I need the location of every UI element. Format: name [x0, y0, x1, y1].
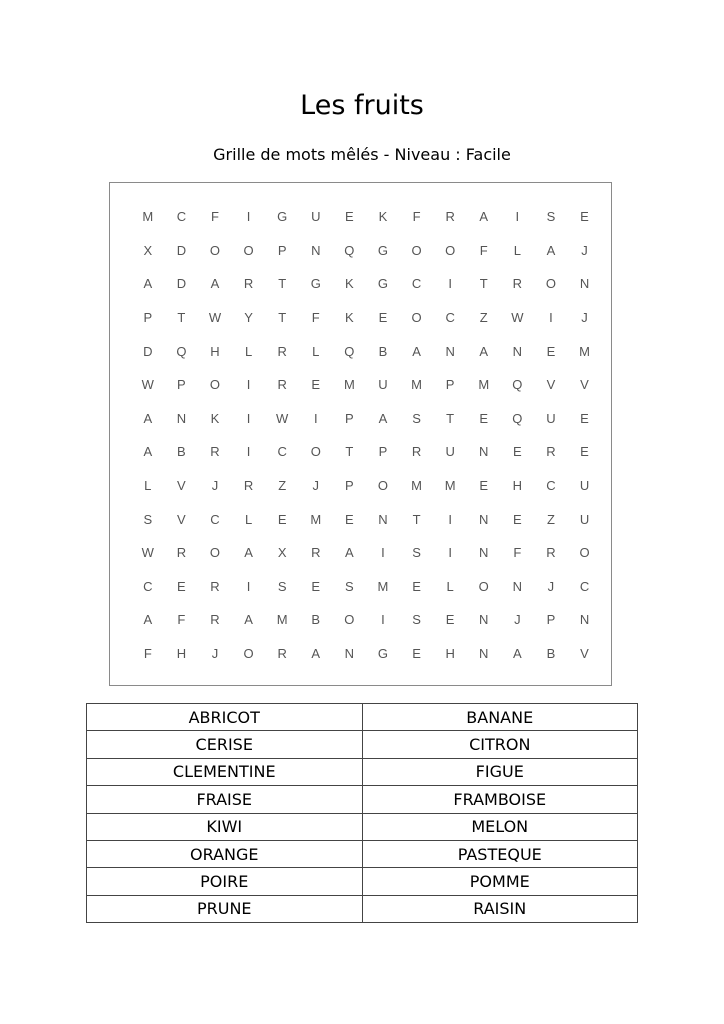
- grid-letter: O: [243, 646, 254, 662]
- grid-letter: M: [579, 343, 590, 359]
- grid-letter: E: [277, 511, 287, 527]
- word-list-item: ORANGE: [87, 840, 363, 867]
- grid-letter: J: [514, 612, 521, 628]
- grid-letter: X: [143, 242, 153, 258]
- word-list-item: POMME: [362, 868, 638, 895]
- word-list-item: PRUNE: [87, 895, 363, 922]
- word-list-item: CERISE: [87, 731, 363, 758]
- grid-letter: D: [143, 343, 153, 359]
- grid-letter: C: [546, 478, 556, 494]
- grid-letter: T: [446, 410, 455, 426]
- grid-letter: P: [277, 242, 287, 258]
- grid-letter: W: [208, 310, 222, 326]
- grid-letter: E: [378, 310, 388, 326]
- grid-letter: X: [277, 545, 287, 561]
- grid-letter: O: [411, 242, 422, 258]
- grid-letter: P: [177, 377, 186, 393]
- grid-letter: Q: [512, 377, 523, 393]
- grid-letter: W: [276, 410, 289, 426]
- grid-letter: A: [378, 410, 388, 426]
- grid-letter: S: [345, 578, 354, 594]
- grid-row: [131, 402, 601, 436]
- grid-letter: H: [176, 646, 187, 662]
- grid-letter: M: [276, 612, 288, 628]
- grid-row: [131, 637, 601, 671]
- grid-letter: E: [177, 578, 186, 594]
- grid-letter: I: [246, 377, 251, 393]
- grid-letter: Q: [512, 410, 523, 426]
- grid-letter: K: [210, 410, 220, 426]
- grid-letter: U: [546, 410, 556, 426]
- grid-letter: C: [210, 511, 220, 527]
- grid-table: [131, 200, 601, 670]
- grid-letter: L: [312, 343, 320, 359]
- word-list-item: MELON: [362, 813, 638, 840]
- grid-letter: I: [448, 511, 452, 527]
- grid-letter: O: [310, 444, 321, 460]
- grid-letter: O: [209, 377, 221, 393]
- grid-letter: N: [479, 511, 489, 527]
- grid-letter: I: [515, 209, 520, 225]
- grid-letter: B: [546, 646, 556, 662]
- grid-letter: V: [580, 646, 589, 662]
- grid-letter: T: [278, 276, 287, 292]
- grid-letter: N: [479, 612, 489, 628]
- grid-letter: R: [411, 444, 422, 460]
- grid-letter: N: [579, 276, 590, 292]
- grid-letter: O: [344, 612, 355, 628]
- grid-row: [131, 603, 601, 637]
- grid-letter: N: [311, 242, 321, 258]
- grid-letter: E: [580, 410, 589, 426]
- grid-letter: J: [211, 478, 219, 494]
- grid-letter: O: [209, 545, 221, 561]
- grid-letter: J: [581, 242, 588, 258]
- grid-row: [131, 570, 601, 604]
- grid-letter: I: [246, 410, 251, 426]
- grid-letter: E: [445, 612, 455, 628]
- grid-letter: E: [479, 478, 489, 494]
- grid-letter: F: [143, 646, 152, 662]
- grid-letter: N: [344, 646, 355, 662]
- grid-letter: I: [381, 612, 385, 628]
- grid-letter: N: [479, 444, 489, 460]
- grid-letter: B: [311, 612, 321, 628]
- grid-letter: H: [210, 343, 220, 359]
- grid-letter: S: [412, 410, 421, 426]
- grid-row: [131, 267, 601, 301]
- grid-letter: A: [210, 276, 220, 292]
- grid-letter: K: [378, 209, 388, 225]
- grid-letter: E: [512, 444, 522, 460]
- word-list-row: [87, 868, 638, 895]
- grid-letter: I: [246, 444, 251, 460]
- grid-letter: R: [277, 343, 287, 359]
- grid-letter: R: [512, 276, 523, 292]
- grid-letter: R: [546, 545, 556, 561]
- grid-letter: A: [512, 646, 522, 662]
- grid-letter: C: [277, 444, 287, 460]
- grid-letter: P: [445, 377, 455, 393]
- grid-row: [131, 502, 601, 536]
- grid-letter: M: [377, 578, 389, 594]
- grid-letter: E: [311, 578, 321, 594]
- grid-letter: O: [411, 310, 422, 326]
- word-list-row: [87, 840, 638, 867]
- grid-letter: O: [209, 242, 221, 258]
- grid-letter: N: [479, 545, 489, 561]
- grid-letter: Q: [176, 343, 187, 359]
- grid-letter: T: [177, 310, 186, 326]
- grid-row: [131, 536, 601, 570]
- grid-letter: E: [345, 511, 354, 527]
- word-list-item: BANANE: [362, 704, 638, 731]
- grid-letter: N: [579, 612, 590, 628]
- grid-letter: A: [143, 410, 153, 426]
- grid-letter: L: [144, 478, 152, 494]
- word-list-item: KIWI: [87, 813, 363, 840]
- page-subtitle: Grille de mots mêlés - Niveau : Facile: [213, 145, 511, 164]
- grid-letter: G: [310, 276, 321, 292]
- grid-letter: U: [378, 377, 388, 393]
- grid-letter: A: [143, 444, 153, 460]
- grid-letter: M: [444, 478, 456, 494]
- grid-letter: R: [243, 478, 254, 494]
- grid-letter: C: [445, 310, 455, 326]
- word-list-row: [87, 704, 638, 731]
- grid-letter: J: [547, 578, 555, 594]
- grid-letter: J: [581, 310, 588, 326]
- word-search-grid: [109, 182, 612, 686]
- grid-letter: G: [277, 209, 288, 225]
- grid-letter: I: [381, 545, 385, 561]
- grid-letter: R: [277, 646, 287, 662]
- grid-letter: E: [479, 410, 489, 426]
- grid-letter: I: [448, 545, 452, 561]
- grid-letter: E: [311, 377, 321, 393]
- grid-letter: B: [177, 444, 186, 460]
- grid-letter: A: [479, 209, 489, 225]
- grid-letter: W: [141, 377, 154, 393]
- grid-letter: O: [377, 478, 389, 494]
- grid-letter: R: [210, 578, 220, 594]
- grid-letter: E: [345, 209, 354, 225]
- grid-letter: M: [142, 209, 154, 225]
- grid-letter: C: [176, 209, 187, 225]
- grid-letter: L: [513, 242, 521, 258]
- grid-letter: P: [345, 478, 354, 494]
- grid-letter: P: [546, 612, 556, 628]
- grid-letter: A: [311, 646, 321, 662]
- grid-letter: O: [445, 242, 456, 258]
- grid-letter: U: [579, 511, 590, 527]
- grid-letter: P: [378, 444, 388, 460]
- grid-letter: L: [446, 578, 454, 594]
- grid-letter: F: [211, 209, 219, 225]
- grid-row: [131, 435, 601, 469]
- grid-letter: F: [513, 545, 522, 561]
- grid-letter: A: [143, 276, 153, 292]
- grid-letter: I: [549, 310, 553, 326]
- grid-letter: P: [345, 410, 354, 426]
- grid-letter: N: [176, 410, 187, 426]
- grid-letter: T: [345, 444, 354, 460]
- grid-row: [131, 469, 601, 503]
- grid-letter: C: [579, 578, 590, 594]
- grid-letter: M: [411, 478, 422, 494]
- grid-row: [131, 234, 601, 268]
- grid-row: [131, 368, 601, 402]
- grid-letter: O: [478, 578, 489, 594]
- grid-letter: N: [512, 578, 523, 594]
- grid-letter: G: [377, 276, 389, 292]
- grid-letter: C: [143, 578, 153, 594]
- grid-letter: I: [246, 578, 251, 594]
- grid-letter: T: [278, 310, 287, 326]
- grid-letter: M: [478, 377, 490, 393]
- grid-letter: A: [546, 242, 556, 258]
- grid-letter: Z: [278, 478, 287, 494]
- grid-letter: U: [311, 209, 321, 225]
- grid-letter: U: [579, 478, 590, 494]
- grid-letter: R: [311, 545, 321, 561]
- grid-letter: V: [177, 511, 186, 527]
- grid-letter: W: [141, 545, 154, 561]
- grid-letter: A: [244, 545, 253, 561]
- grid-letter: R: [210, 612, 220, 628]
- word-list-item: CITRON: [362, 731, 638, 758]
- grid-letter: H: [512, 478, 523, 494]
- grid-letter: A: [244, 612, 253, 628]
- grid-letter: R: [277, 377, 287, 393]
- grid-letter: T: [479, 276, 488, 292]
- grid-letter: K: [345, 276, 354, 292]
- grid-letter: Z: [479, 310, 488, 326]
- grid-letter: I: [313, 410, 318, 426]
- grid-letter: E: [412, 578, 421, 594]
- grid-letter: O: [243, 242, 254, 258]
- word-list-item: ABRICOT: [87, 704, 363, 731]
- grid-letter: N: [479, 646, 489, 662]
- word-list-item: CLEMENTINE: [87, 758, 363, 785]
- grid-row: [131, 301, 601, 335]
- grid-letter: Z: [546, 511, 555, 527]
- grid-letter: H: [445, 646, 455, 662]
- grid-letter: A: [412, 343, 421, 359]
- word-list-row: [87, 758, 638, 785]
- grid-letter: R: [243, 276, 254, 292]
- word-list-table: [86, 703, 638, 923]
- grid-letter: V: [580, 377, 589, 393]
- word-list-item: FRAMBOISE: [362, 786, 638, 813]
- grid-letter: O: [545, 276, 556, 292]
- grid-letter: R: [546, 444, 556, 460]
- grid-letter: F: [412, 209, 421, 225]
- grid-letter: G: [377, 646, 389, 662]
- word-list-item: FIGUE: [362, 758, 638, 785]
- grid-letter: W: [511, 310, 524, 326]
- grid-letter: Q: [344, 343, 355, 359]
- grid-letter: J: [211, 646, 219, 662]
- grid-letter: Y: [244, 310, 253, 326]
- grid-letter: E: [412, 646, 421, 662]
- grid-letter: V: [177, 478, 186, 494]
- grid-letter: A: [143, 612, 153, 628]
- word-list-row: [87, 895, 638, 922]
- grid-letter: A: [479, 343, 489, 359]
- grid-letter: D: [176, 242, 187, 258]
- grid-letter: E: [546, 343, 556, 359]
- grid-letter: E: [580, 209, 589, 225]
- grid-letter: R: [210, 444, 220, 460]
- grid-letter: M: [310, 511, 322, 527]
- word-list-row: [87, 813, 638, 840]
- grid-letter: S: [412, 612, 421, 628]
- grid-letter: M: [411, 377, 422, 393]
- grid-letter: L: [244, 511, 253, 527]
- grid-letter: C: [411, 276, 422, 292]
- word-list-item: FRAISE: [87, 786, 363, 813]
- grid-letter: L: [244, 343, 253, 359]
- grid-letter: U: [445, 444, 455, 460]
- grid-letter: N: [445, 343, 455, 359]
- grid-letter: M: [343, 377, 355, 393]
- grid-letter: R: [445, 209, 455, 225]
- grid-letter: E: [512, 511, 522, 527]
- grid-letter: P: [143, 310, 153, 326]
- grid-letter: G: [377, 242, 389, 258]
- grid-letter: N: [512, 343, 523, 359]
- grid-letter: S: [546, 209, 556, 225]
- grid-letter: T: [412, 511, 421, 527]
- grid-letter: I: [448, 276, 452, 292]
- grid-letter: V: [546, 377, 556, 393]
- grid-letter: F: [479, 242, 488, 258]
- grid-letter: K: [345, 310, 354, 326]
- grid-letter: N: [378, 511, 388, 527]
- grid-letter: B: [378, 343, 388, 359]
- word-list-item: PASTEQUE: [362, 840, 638, 867]
- grid-letter: Q: [344, 242, 355, 258]
- grid-letter: S: [143, 511, 153, 527]
- grid-letter: S: [277, 578, 287, 594]
- word-list-item: POIRE: [87, 868, 363, 895]
- grid-letter: J: [312, 478, 320, 494]
- grid-letter: D: [176, 276, 187, 292]
- grid-row: [131, 334, 601, 368]
- grid-letter: I: [246, 209, 251, 225]
- word-list-item: RAISIN: [362, 895, 638, 922]
- grid-letter: E: [580, 444, 589, 460]
- grid-letter: A: [345, 545, 354, 561]
- grid-letter: O: [579, 545, 590, 561]
- word-list-row: [87, 731, 638, 758]
- word-list-row: [87, 786, 638, 813]
- grid-letter: F: [177, 612, 186, 628]
- grid-row: [131, 200, 601, 234]
- grid-letter: S: [412, 545, 421, 561]
- page-title: Les fruits: [300, 90, 424, 121]
- grid-letter: R: [176, 545, 187, 561]
- grid-letter: F: [311, 310, 320, 326]
